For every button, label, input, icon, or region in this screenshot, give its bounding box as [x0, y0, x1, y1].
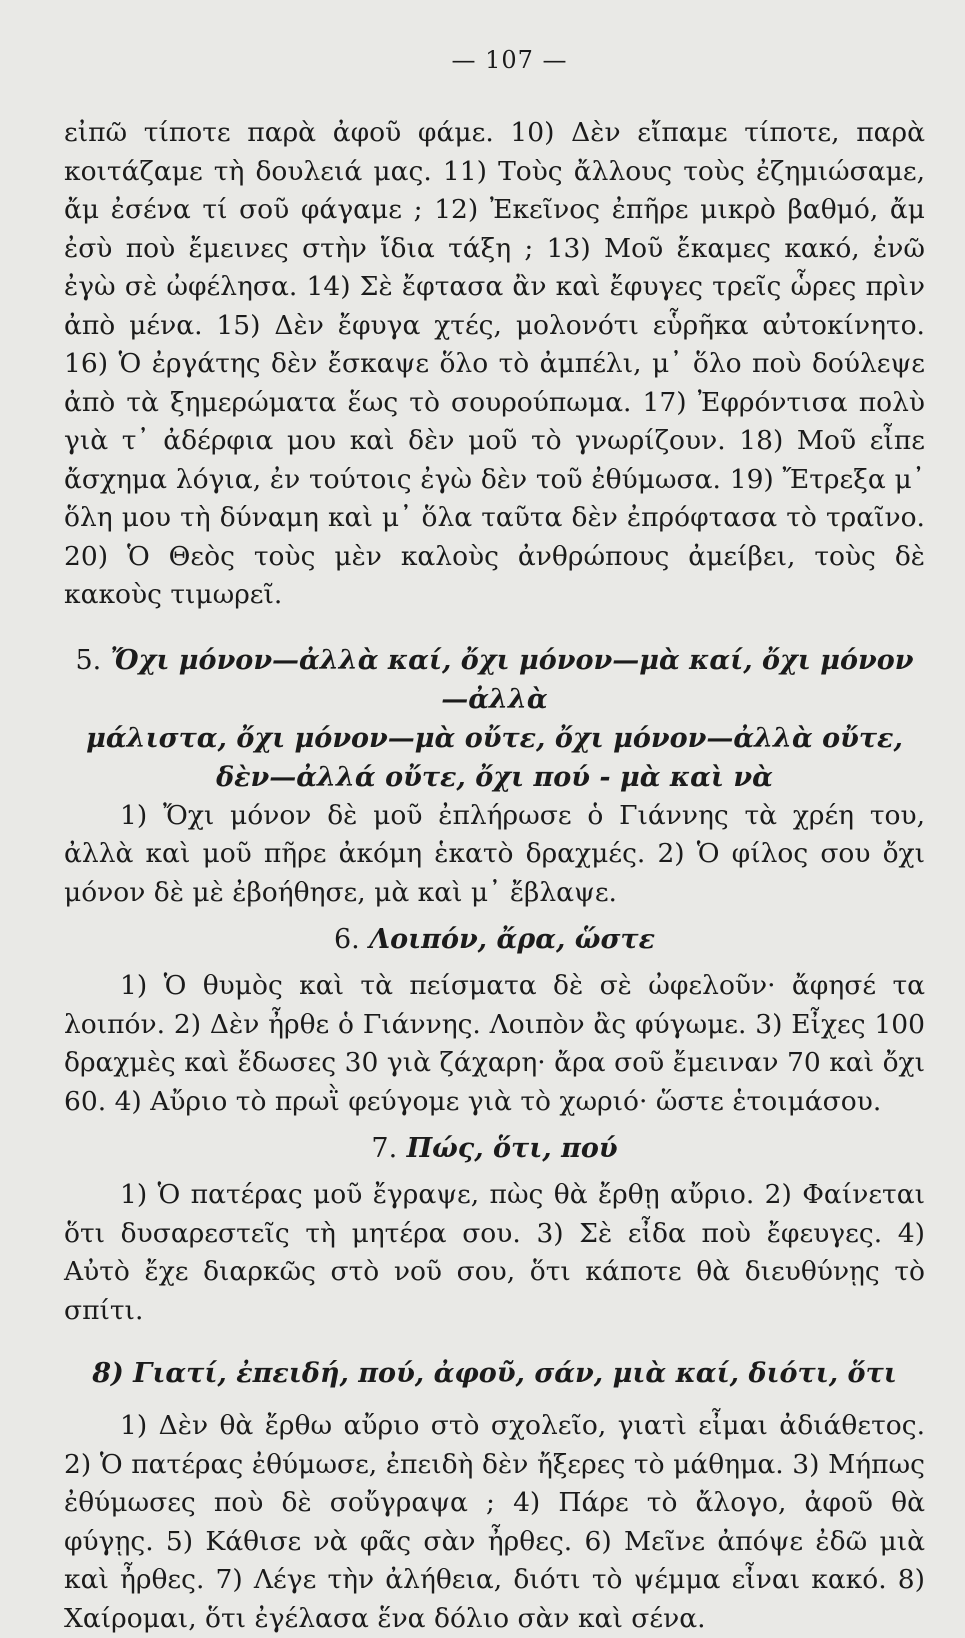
- intro-paragraph: εἰπῶ τίποτε παρὰ ἀφοῦ φάμε. 10) Δὲν εἴπαμε τίποτε, παρὰ κοιτάζαμε τὴ δουλειά μας. 11) Τοὺς ἄλλους τοὺς ἐζημιώσαμε, ἄμ ἐσένα τί σοῦ φάγαμε ; 12) Ἐκεῖνος ἐπῆρε μικρὸ βαθμό, ἄμ ἐσὺ ποὺ ἔμεινες στὴν ἴδια τάξη ; 13) Μοῦ ἔκαμες κακό, ἐνῶ ἐγὼ σὲ ὠφέλησα. 14) Σὲ ἔφτασα ἂν καὶ ἔφυγες τρεῖς ὧρες πρὶν ἀπὸ μένα. 15) Δὲν ἔφυγα χτές, μολονότι εὗρῆκα αὐτοκίνητο. 16) Ὁ ἐργάτης δὲν ἔσκαψε ὅλο τὸ ἀμπέλι, μ᾿ ὅλο ποὺ δούλεψε ἀπὸ τὰ ξημερώματα ἕως τὸ σουρούπωμα. 17) Ἐφρόντισα πολὺ γιὰ τ᾿ ἀδέρφια μου καὶ δὲν μοῦ τὸ γνωρίζουν. 18) Μοῦ εἶπε ἄσχημα λόγια, ἐν τούτοις ἐγὼ δὲν τοῦ ἐθύμωσα. 19) Ἔτρεξα μ᾿ ὅλη μου τὴ δύναμη καὶ μ᾿ ὅλα ταῦτα δὲν ἐπρόφτασα τὸ τραῖνο. 20) Ὁ Θεὸς τοὺς μὲν καλοὺς ἀνθρώπους ἀμείβει, τοὺς δὲ κακοὺς τιμωρεῖ.: [64, 117, 925, 610]
- section-7-paragraph: 1) Ὁ πατέρας μοῦ ἔγραψε, πὼς θὰ ἔρθῃ αὔριο. 2) Φαίνεται ὅτι δυσαρεστεῖς τὴ μητέρα σου. 3) Σὲ εἶδα ποὺ ἔφευγες. 4) Αὐτὸ ἔχε διαρκῶς στὸ νοῦ σου, ὅτι κάποτε θὰ διευθύνῃς τὸ σπίτι.: [64, 1179, 925, 1326]
- section-6-paragraph: 1) Ὁ θυμὸς καὶ τὰ πείσματα δὲ σὲ ὠφελοῦν· ἄφησέ τα λοιπόν. 2) Δὲν ἦρθε ὁ Γιάννης. Λοιπὸν ἂς φύγωμε. 3) Εἶχες 100 δραχμὲς καὶ ἔδωσες 30 γιὰ ζάχαρη· ἄρα σοῦ ἔμειναν 70 καὶ ὄχι 60. 4) Αὔριο τὸ πρωῒ φεύγομε γιὰ τὸ χωριό· ὥστε ἑτοιμάσου.: [64, 970, 925, 1117]
- section-8-paragraph: 1) Δὲν θὰ ἔρθω αὔριο στὸ σχολεῖο, γιατὶ εἶμαι ἀδιάθετος. 2) Ὁ πατέρας ἐθύμωσε, ἐπειδὴ δὲν ἤξερες τὸ μάθημα. 3) Μήπως ἐθύμωσες ποὺ δὲ σοὔγραψα ; 4) Πάρε τὸ ἄλογο, ἀφοῦ θὰ φύγῃς. 5) Κάθισε νὰ φᾶς σὰν ἦρθες. 6) Μεῖνε ἀπόψε ἐδῶ μιὰ καὶ ἦρθες. 7) Λέγε τὴν ἀλήθεια, διότι τὸ ψέμμα εἶναι κακό. 8) Χαίρομαι, ὅτι ἐγέλασα ἕνα δόλιο σὰν καὶ σένα.: [64, 1410, 925, 1634]
- section-6-heading: [64, 920, 925, 959]
- section-8-heading: [64, 1354, 925, 1393]
- section-7-heading: [64, 1129, 925, 1168]
- section-5-number: 5.: [75, 644, 102, 676]
- section-5-paragraph: 1) Ὄχι μόνον δὲ μοῦ ἐπλήρωσε ὁ Γιάννης τὰ χρέη του, ἀλλὰ καὶ μοῦ πῆρε ἀκόμη ἑκατὸ δραχμές. 2) Ὁ φίλος σου ὄχι μόνον δὲ μὲ ἐβοήθησε, μὰ καὶ μ᾿ ἔβλαψε.: [64, 799, 925, 908]
- page-number: — 107 —: [451, 46, 568, 74]
- section-5-title-line-2: μάλιστα, ὄχι μόνον—μὰ οὔτε, ὄχι μόνον—ἀλλὰ οὔτε,: [86, 722, 903, 754]
- section-5-title-line-3: δὲν—ἀλλά οὔτε, ὄχι πού - μὰ καὶ νὰ: [216, 761, 773, 793]
- section-8-number: 8): [92, 1358, 124, 1389]
- section-6-number: 6.: [333, 924, 360, 955]
- section-8-title: Γιατί, ἐπειδή, πού, ἀφοῦ, σάν, μιὰ καί, διότι, ὅτι: [133, 1358, 897, 1389]
- section-6-title: Λοιπόν, ἄρα, ὥστε: [369, 924, 655, 955]
- section-5-heading: [64, 641, 925, 797]
- section-7-title: Πώς, ὅτι, πού: [406, 1133, 618, 1164]
- section-7-number: 7.: [371, 1133, 398, 1164]
- section-5-title-line-1: Ὄχι μόνον—ἀλλὰ καί, ὄχι μόνον—μὰ καί, ὄχι μόνον—ἀλλὰ: [110, 644, 914, 715]
